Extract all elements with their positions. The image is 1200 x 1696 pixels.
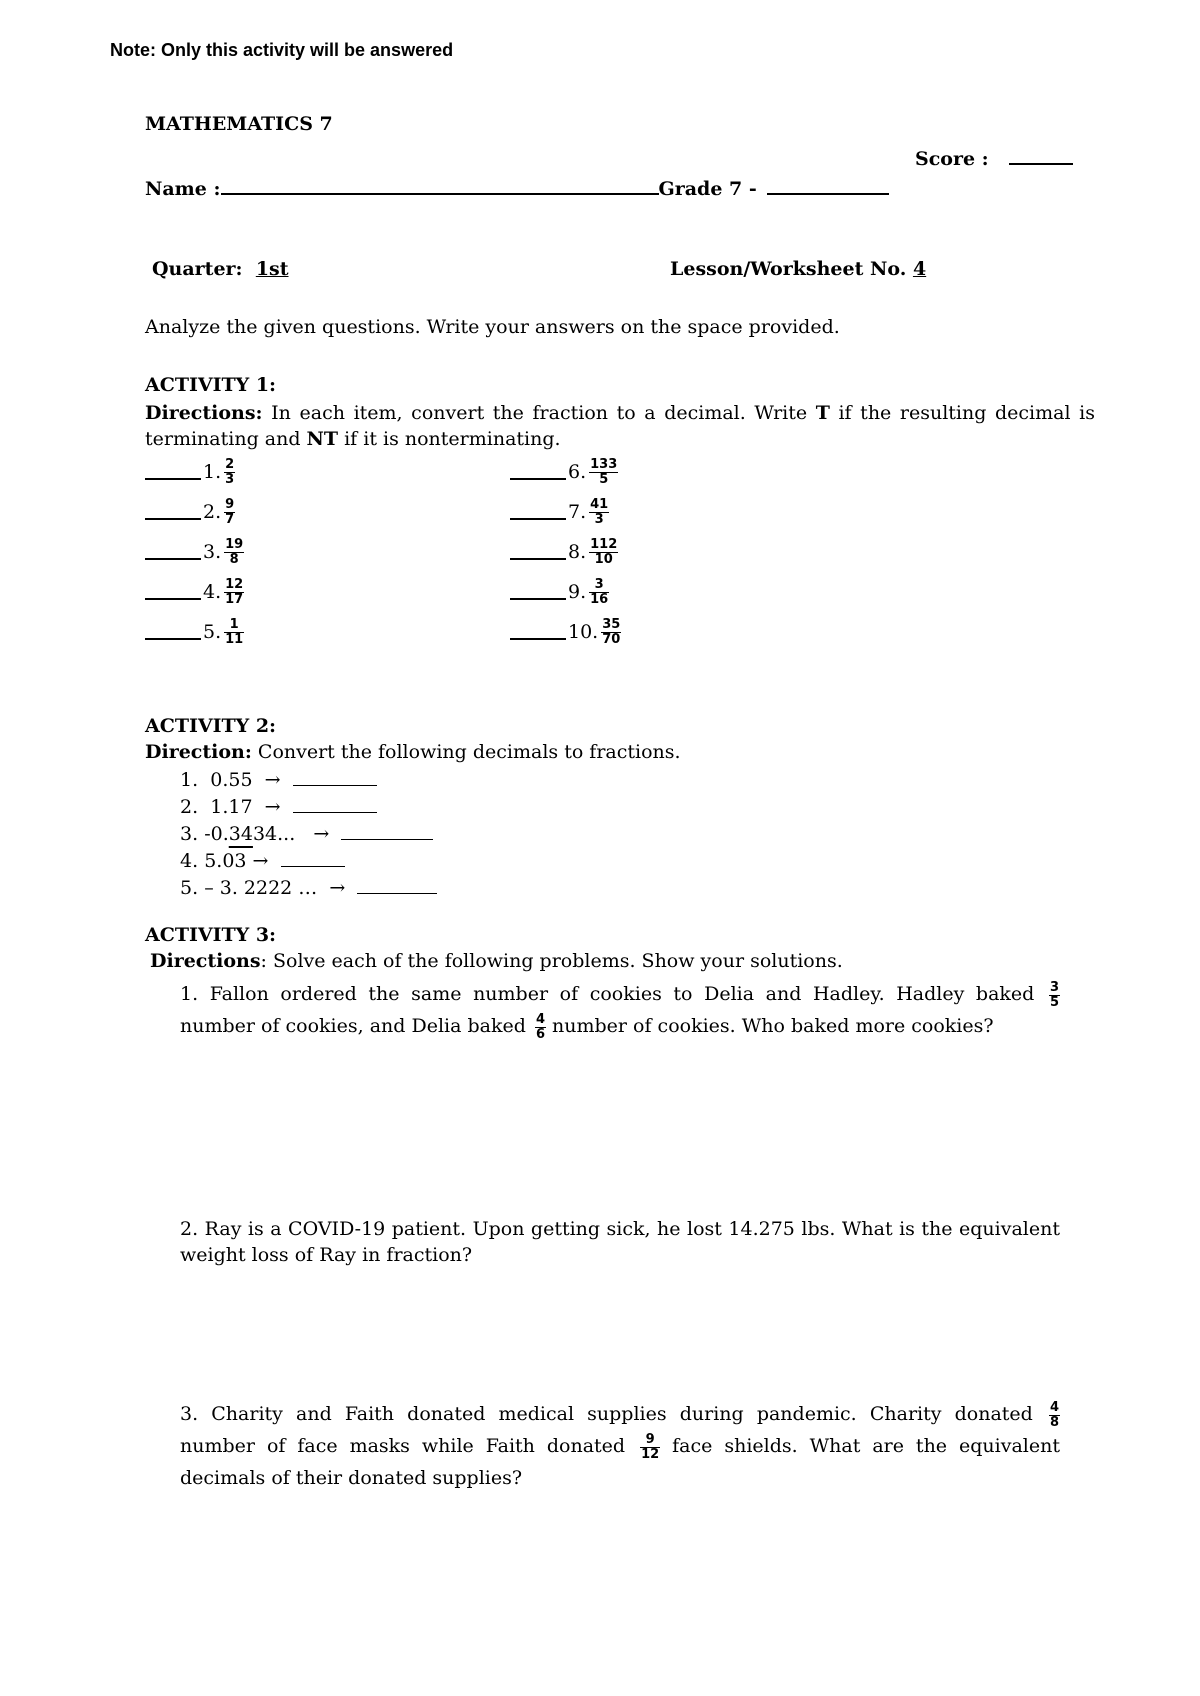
grade-label: Grade 7 - bbox=[658, 178, 757, 200]
denominator: 3 bbox=[225, 471, 235, 487]
fraction bbox=[224, 618, 244, 647]
problem-number: 1. bbox=[180, 983, 199, 1005]
instructions: Analyze the given questions. Write your answers on the space provided. bbox=[145, 316, 840, 338]
numerator: 2 bbox=[225, 456, 235, 472]
denominator: 17 bbox=[225, 591, 244, 607]
denominator: 8 bbox=[1049, 1414, 1059, 1430]
fraction bbox=[224, 458, 235, 487]
fraction bbox=[589, 498, 609, 527]
answer-blank[interactable] bbox=[341, 823, 433, 840]
decimal-item bbox=[180, 875, 437, 902]
denominator: 7 bbox=[225, 511, 235, 527]
decimal-suffix: 34... bbox=[252, 823, 296, 845]
answer-blank[interactable] bbox=[281, 850, 345, 867]
item-number: 6. bbox=[568, 461, 587, 483]
activity2-direction-text: Convert the following decimals to fractions. bbox=[257, 741, 681, 763]
quarter-value: 1st bbox=[255, 258, 289, 280]
answer-blank[interactable] bbox=[145, 544, 201, 560]
denominator: 8 bbox=[224, 552, 244, 567]
numerator: 19 bbox=[225, 536, 244, 552]
activity1-directions-text: if it is nonterminating. bbox=[344, 428, 561, 450]
numerator: 9 bbox=[645, 1431, 655, 1447]
problem-text: number of cookies. Who baked more cookies? bbox=[552, 1015, 994, 1037]
fraction bbox=[589, 458, 618, 487]
numerator: 9 bbox=[225, 496, 235, 512]
activity1-directions-text: if the resulting decimal is terminating and bbox=[145, 402, 1095, 450]
decimal-item bbox=[180, 848, 437, 875]
problem-3 bbox=[180, 1398, 1060, 1494]
score-blank[interactable] bbox=[1009, 145, 1073, 165]
activity1-directions-text: In each item, convert the fraction to a decimal. Write bbox=[271, 402, 808, 424]
answer-blank[interactable] bbox=[293, 769, 377, 786]
item-number: 5. bbox=[203, 621, 222, 643]
numerator: 4 bbox=[1049, 1399, 1059, 1415]
problem-text: number of face masks while Faith donated bbox=[180, 1435, 626, 1457]
fraction-item bbox=[145, 532, 244, 572]
name-label: Name : bbox=[145, 178, 221, 200]
denominator: 6 bbox=[535, 1026, 545, 1042]
arrow-icon: → bbox=[329, 877, 346, 899]
item-number: 4. bbox=[203, 581, 222, 603]
denominator: 5 bbox=[589, 472, 618, 487]
fraction-item bbox=[510, 572, 621, 612]
activity1-directions bbox=[145, 400, 1095, 452]
fraction-item bbox=[145, 572, 244, 612]
fraction-item bbox=[145, 492, 244, 532]
fraction-item bbox=[145, 452, 244, 492]
denominator: 10 bbox=[589, 552, 618, 567]
answer-blank[interactable] bbox=[357, 877, 437, 894]
decimal-item bbox=[180, 821, 437, 848]
activity1-title: ACTIVITY 1: bbox=[145, 374, 277, 396]
decimal-value: 1.17 bbox=[210, 796, 253, 818]
decimal-prefix: -0. bbox=[204, 823, 229, 845]
problem-2 bbox=[180, 1216, 1060, 1268]
numerator: 12 bbox=[225, 576, 244, 592]
lesson-value: 4 bbox=[912, 258, 927, 280]
answer-blank[interactable] bbox=[293, 796, 377, 813]
problem-1 bbox=[180, 978, 1060, 1042]
nonterminating-code: NT bbox=[306, 428, 339, 450]
item-number: 2. bbox=[203, 501, 222, 523]
fraction-item bbox=[510, 612, 621, 652]
item-number: 3. bbox=[180, 823, 199, 845]
answer-blank[interactable] bbox=[510, 584, 566, 600]
denominator: 5 bbox=[1049, 994, 1059, 1010]
answer-blank[interactable] bbox=[145, 504, 201, 520]
numerator: 112 bbox=[590, 536, 618, 552]
fraction bbox=[224, 578, 244, 607]
terminating-code: T bbox=[815, 402, 830, 424]
denominator: 3 bbox=[589, 512, 609, 527]
decimal-value: 5.03 bbox=[204, 850, 247, 872]
fraction-item bbox=[510, 532, 621, 572]
lesson-label: Lesson/Worksheet No. bbox=[670, 258, 907, 280]
fraction-item bbox=[510, 492, 621, 532]
answer-blank[interactable] bbox=[145, 624, 201, 640]
numerator: 3 bbox=[1049, 979, 1059, 995]
score-field bbox=[915, 145, 1073, 170]
activity1-right-column bbox=[510, 452, 621, 652]
item-number: 9. bbox=[568, 581, 587, 603]
activity1-left-column bbox=[145, 452, 244, 652]
denominator: 11 bbox=[225, 631, 244, 647]
answer-blank[interactable] bbox=[145, 464, 201, 480]
activity1-directions-label: Directions: bbox=[145, 402, 263, 424]
fraction bbox=[224, 498, 235, 527]
score-label: Score : bbox=[915, 148, 989, 170]
problem-text: Charity and Faith donated medical supplies during pandemic. Charity donated bbox=[211, 1403, 1033, 1425]
item-number: 3. bbox=[203, 541, 222, 563]
item-number: 1. bbox=[203, 461, 222, 483]
fraction bbox=[1049, 981, 1060, 1010]
numerator: 3 bbox=[594, 576, 604, 592]
problem-text: Fallon ordered the same number of cookies to Delia and Hadley. Hadley baked bbox=[209, 983, 1035, 1005]
arrow-icon: → bbox=[264, 769, 281, 791]
denominator: 70 bbox=[602, 631, 621, 647]
item-number: 1. bbox=[180, 769, 199, 791]
activity2-list bbox=[180, 767, 437, 902]
arrow-icon: → bbox=[252, 850, 269, 872]
problem-number: 3. bbox=[180, 1403, 199, 1425]
answer-blank[interactable] bbox=[145, 584, 201, 600]
fraction bbox=[601, 618, 621, 647]
numerator: 4 bbox=[535, 1011, 545, 1027]
problem-text: number of cookies, and Delia baked bbox=[180, 1015, 526, 1037]
subject-title: MATHEMATICS 7 bbox=[145, 113, 333, 135]
activity2-direction bbox=[145, 741, 681, 763]
item-number: 7. bbox=[568, 501, 587, 523]
item-number: 8. bbox=[568, 541, 587, 563]
item-number: 5. bbox=[180, 877, 199, 899]
fraction bbox=[535, 1013, 546, 1042]
activity3-directions-text: : Solve each of the following problems. Show your solutions. bbox=[260, 950, 843, 972]
answer-blank[interactable] bbox=[510, 504, 566, 520]
activity2-title: ACTIVITY 2: bbox=[145, 715, 277, 737]
name-blank[interactable] bbox=[221, 175, 659, 195]
decimal-item bbox=[180, 767, 437, 794]
repeating-digits: 34 bbox=[228, 823, 253, 845]
denominator: 12 bbox=[641, 1446, 660, 1462]
arrow-icon: → bbox=[264, 796, 281, 818]
answer-blank[interactable] bbox=[510, 544, 566, 560]
page-note: Note: Only this activity will be answered bbox=[110, 40, 454, 60]
item-number: 4. bbox=[180, 850, 199, 872]
activity3-directions-label: Directions bbox=[150, 950, 261, 972]
grade-blank[interactable] bbox=[767, 175, 889, 195]
numerator: 35 bbox=[602, 616, 621, 632]
fraction-item bbox=[510, 452, 621, 492]
decimal-value: – 3. 2222 … bbox=[204, 877, 318, 899]
item-number: 2. bbox=[180, 796, 199, 818]
fraction bbox=[640, 1433, 660, 1462]
fraction-item bbox=[145, 612, 244, 652]
answer-blank[interactable] bbox=[510, 624, 566, 640]
denominator: 16 bbox=[590, 591, 609, 607]
arrow-icon: → bbox=[313, 823, 330, 845]
item-number: 10. bbox=[568, 621, 599, 643]
quarter-line bbox=[152, 258, 289, 280]
numerator: 41 bbox=[590, 496, 609, 512]
decimal-item bbox=[180, 794, 437, 821]
fraction bbox=[589, 538, 618, 567]
numerator: 133 bbox=[590, 456, 618, 472]
problem-text: face shields. What are the equivalent decimals of their donated supplies? bbox=[180, 1435, 1060, 1489]
lesson-line bbox=[670, 258, 926, 280]
activity3-title: ACTIVITY 3: bbox=[145, 924, 277, 946]
fraction bbox=[224, 538, 244, 567]
quarter-label: Quarter: bbox=[152, 258, 243, 280]
fraction bbox=[1049, 1401, 1060, 1430]
numerator: 1 bbox=[229, 616, 239, 632]
problem-number: 2. bbox=[180, 1218, 199, 1240]
answer-blank[interactable] bbox=[510, 464, 566, 480]
decimal-value: 0.55 bbox=[210, 769, 253, 791]
name-grade-line bbox=[145, 175, 889, 200]
activity2-direction-label: Direction: bbox=[145, 741, 252, 763]
activity3-directions bbox=[150, 950, 843, 972]
problem-text: Ray is a COVID-19 patient. Upon getting sick, he lost 14.275 lbs. What is the equivalent weight loss of Ray in fraction? bbox=[180, 1218, 1060, 1266]
fraction bbox=[589, 578, 609, 607]
